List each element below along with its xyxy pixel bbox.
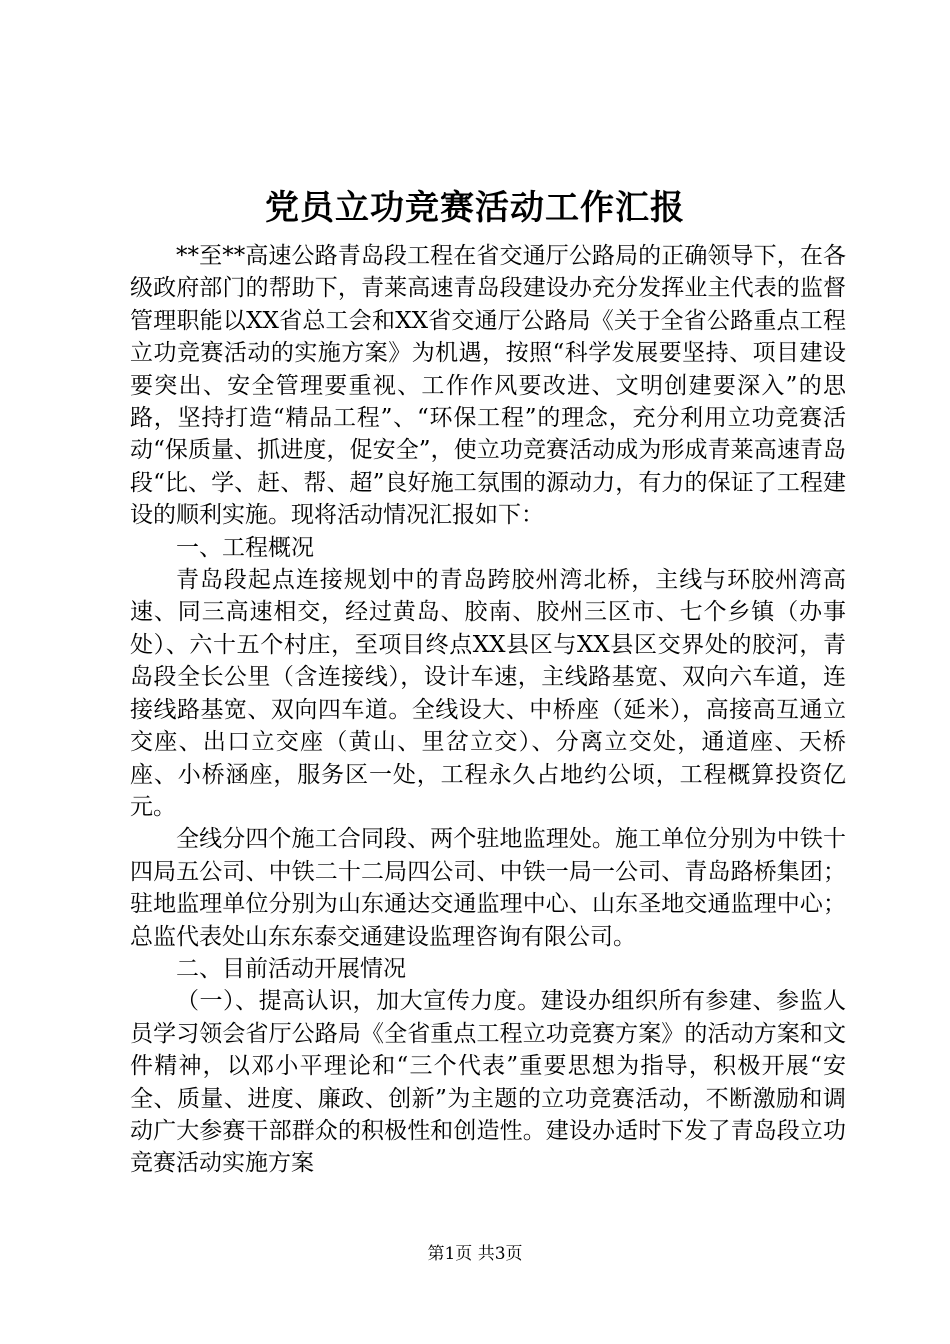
page-footer: 第1页 共3页 (427, 1244, 523, 1264)
section-heading-activities: 二、目前活动开展情况 (176, 955, 406, 982)
section-heading-overview: 一、工程概况 (176, 534, 314, 561)
paragraph-overview: 青岛段起点连接规划中的青岛跨胶州湾北桥，主线与环胶州湾高速、同三高速相交，经过黄岛、胶南、胶州三区市、七个乡镇（办事处）、六十五个村庄，至项目终点XX县区与XX县区交界处的胶河，青岛段全长公里（含连接线），设计车速，主线路基宽、双向六车道，连接线路基宽、双向四车道。全线设大、中桥座（延米），高接高互通立交座、出口立交座（黄山、里岔立交）、分离立交处，通道座、天桥座、小桥涵座，服务区一处，工程永久占地约公顷，工程概算投资亿元。 (130, 567, 846, 820)
document-body (130, 240, 846, 1180)
paragraph-intro: **至**高速公路青岛段工程在省交通厅公路局的正确领导下，在各级政府部门的帮助下，青莱高速青岛段建设办充分发挥业主代表的监督管理职能以XX省总工会和XX省交通厅公路局《关于全省公路重点工程立功竞赛活动的实施方案》为机遇，按照“科学发展要坚持、项目建设要突出、安全管理要重视、工作作风要改进、文明创建要深入”的思路，坚持打造“精品工程”、“环保工程”的理念，充分利用立功竞赛活动“保质量、抓进度，促安全”，使立功竞赛活动成为形成青莱高速青岛段“比、学、赶、帮、超”良好施工氛围的源动力，有力的保证了工程建设的顺利实施。现将活动情况汇报如下： (130, 243, 846, 529)
paragraph-contracts: 全线分四个施工合同段、两个驻地监理处。施工单位分别为中铁十四局五公司、中铁二十二局四公司、中铁一局一公司、青岛路桥集团；驻地监理单位分别为山东通达交通监理中心、山东圣地交通监理中心；总监代表处山东东泰交通建设监理咨询有限公司。 (130, 826, 846, 950)
paragraph-activities: （一）、提高认识，加大宣传力度。建设办组织所有参建、参监人员学习领会省厅公路局《全省重点工程立功竞赛方案》的活动方案和文件精神，以邓小平理论和“三个代表”重要思想为指导，积极开展“安全、质量、进度、廉政、创新”为主题的立功竞赛活动，不断激励和调动广大参赛干部群众的积极性和创造性。建设办适时下发了青岛段立功竞赛活动实施方案 (130, 988, 846, 1177)
document-title: 党员立功竞赛活动工作汇报 (265, 188, 685, 228)
